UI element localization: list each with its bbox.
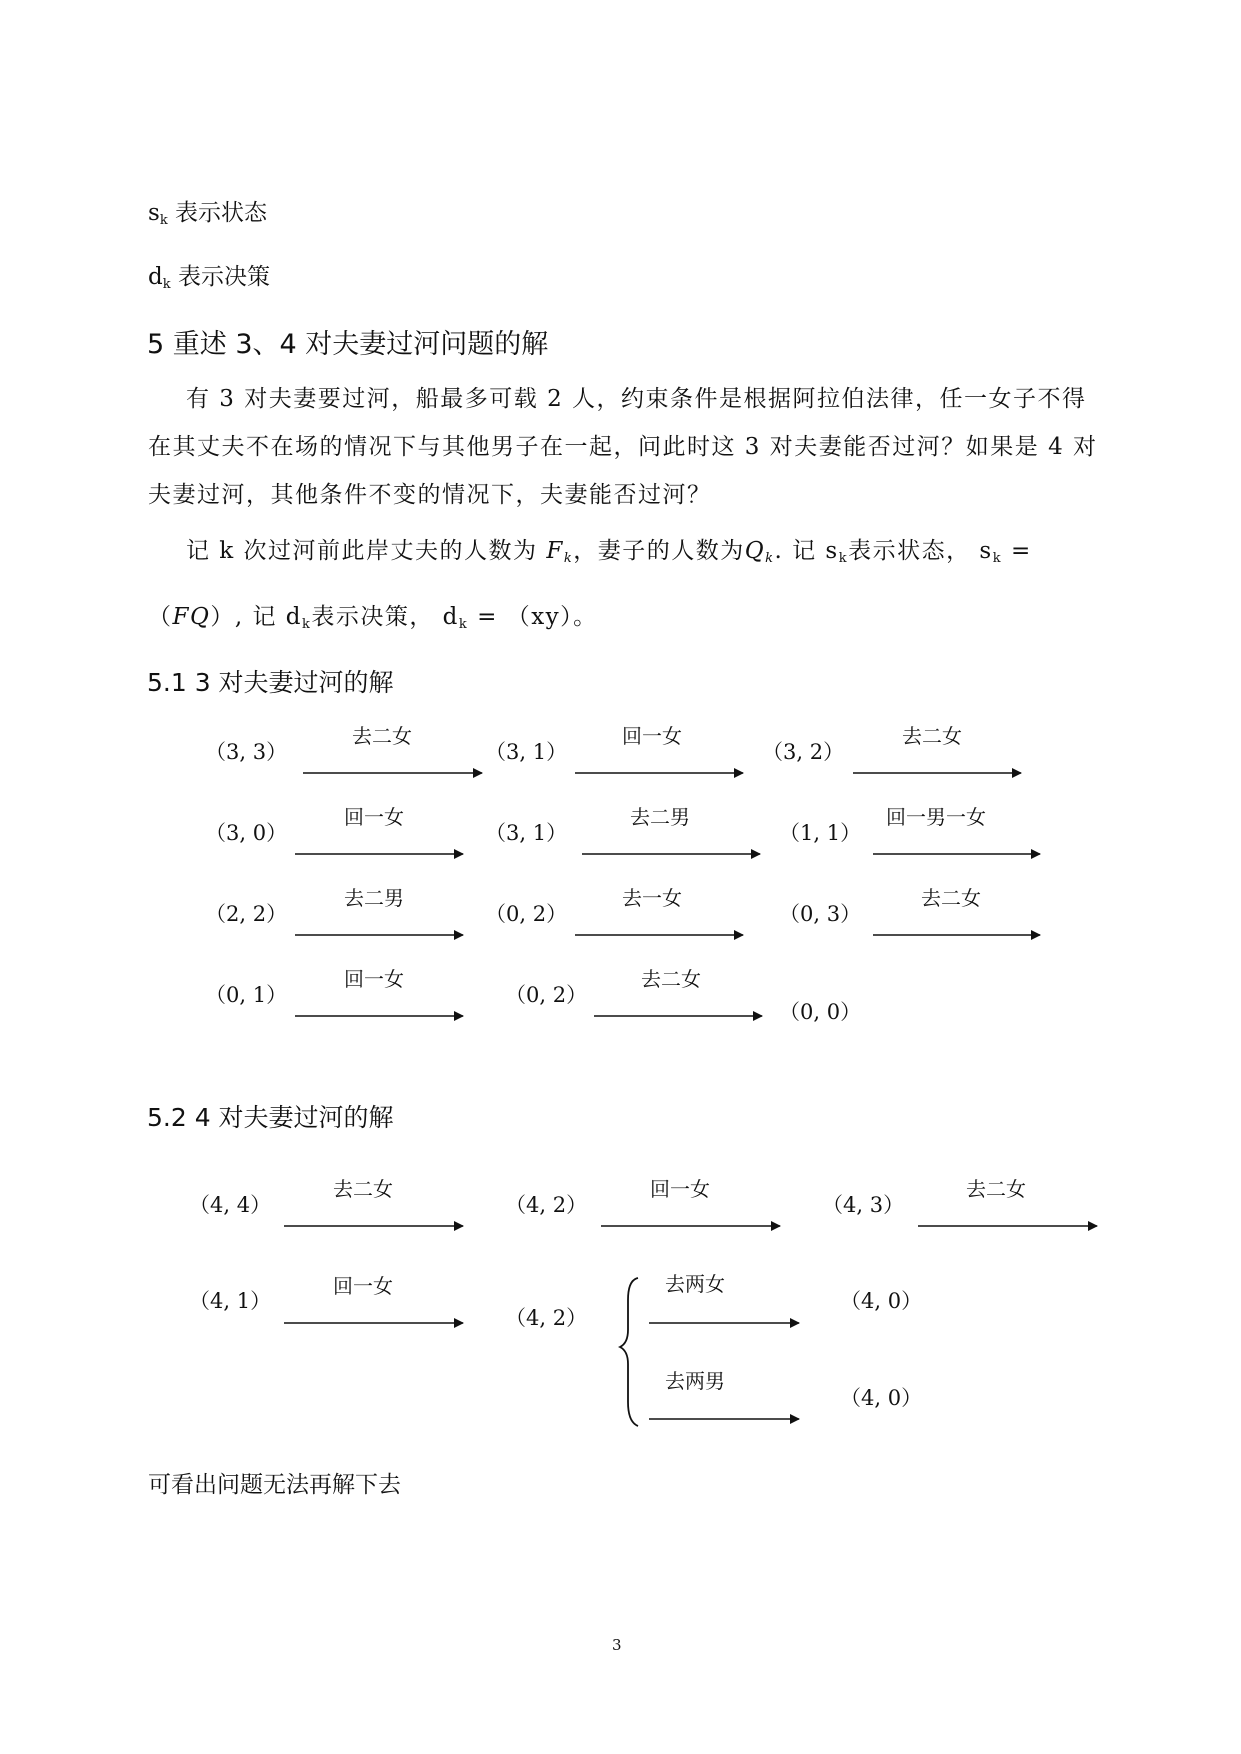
state-node: （4, 3） — [822, 1193, 905, 1217]
state-node: （0, 1） — [205, 983, 288, 1007]
state-node: （4, 2） — [505, 1193, 588, 1217]
action-label: 去两女 — [665, 1272, 725, 1296]
action-label: 去二女 — [902, 724, 962, 748]
action-label: 回一男一女 — [886, 805, 986, 829]
state-node: （0, 2） — [485, 902, 568, 926]
state-node: （4, 0） — [840, 1386, 923, 1410]
brace — [620, 1278, 638, 1426]
section-title: 5 重述 3、4 对夫妻过河问题的解 — [147, 329, 549, 360]
state-node: （4, 0） — [840, 1289, 923, 1313]
notation-d: $d_k$ 表示决策 — [148, 264, 270, 292]
subsection-5-1-title: 5.1 3 对夫妻过河的解 — [147, 668, 394, 697]
state-node: （3, 1） — [485, 821, 568, 845]
state-node: （4, 1） — [189, 1289, 272, 1313]
para1-line1: 有 3 对夫妻要过河，船最多可载 2 人，约束条件是根据阿拉伯法律，任一女子不得 — [186, 386, 1087, 412]
para1-line3: 夫妻过河，其他条件不变的情况下，夫妻能否过河？ — [148, 482, 712, 508]
state-node: （1, 1） — [779, 821, 862, 845]
state-node: （3, 1） — [485, 740, 568, 764]
action-label: 去二女 — [921, 886, 981, 910]
conclusion-text: 可看出问题无法再解下去 — [148, 1472, 401, 1498]
action-label: 回一女 — [622, 724, 682, 748]
action-label: 回一女 — [344, 805, 404, 829]
action-label: 去一女 — [622, 886, 682, 910]
action-label: 去二男 — [344, 886, 404, 910]
action-label: 去二女 — [333, 1177, 393, 1201]
action-label: 回一女 — [344, 967, 404, 991]
state-node: （4, 4） — [189, 1193, 272, 1217]
action-label: 去两男 — [665, 1369, 725, 1393]
state-node: （0, 0） — [779, 1000, 862, 1024]
state-node: （4, 2） — [505, 1306, 588, 1330]
action-label: 去二男 — [630, 805, 690, 829]
state-node: （0, 2） — [505, 983, 588, 1007]
action-label: 去二女 — [641, 967, 701, 991]
notation-s: $s_k$ 表示状态 — [148, 200, 268, 228]
para2-line1: 记 k 次过河前此岸丈夫的人数为 $F_k$，妻子的人数为$Q_k$. 记 $s_k$表示状态， $s_k$ = — [186, 538, 1032, 566]
state-node: （2, 2） — [205, 902, 288, 926]
action-label: 去二女 — [966, 1177, 1026, 1201]
state-node: （3, 0） — [205, 821, 288, 845]
state-node: （3, 3） — [205, 740, 288, 764]
state-node: （0, 3） — [779, 902, 862, 926]
state-node: （3, 2） — [762, 740, 845, 764]
action-label: 回一女 — [333, 1274, 393, 1298]
page-number: 3 — [612, 1636, 622, 1654]
action-label: 去二女 — [352, 724, 412, 748]
subsection-5-2-title: 5.2 4 对夫妻过河的解 — [147, 1103, 394, 1132]
para2-line2: （FQ）, 记 $d_k$表示决策， $d_k = (xy)$。 — [148, 604, 598, 632]
para1-line2: 在其丈夫不在场的情况下与其他男子在一起，问此时这 3 对夫妻能否过河？如果是 4 对 — [148, 434, 1098, 460]
action-label: 回一女 — [650, 1177, 710, 1201]
